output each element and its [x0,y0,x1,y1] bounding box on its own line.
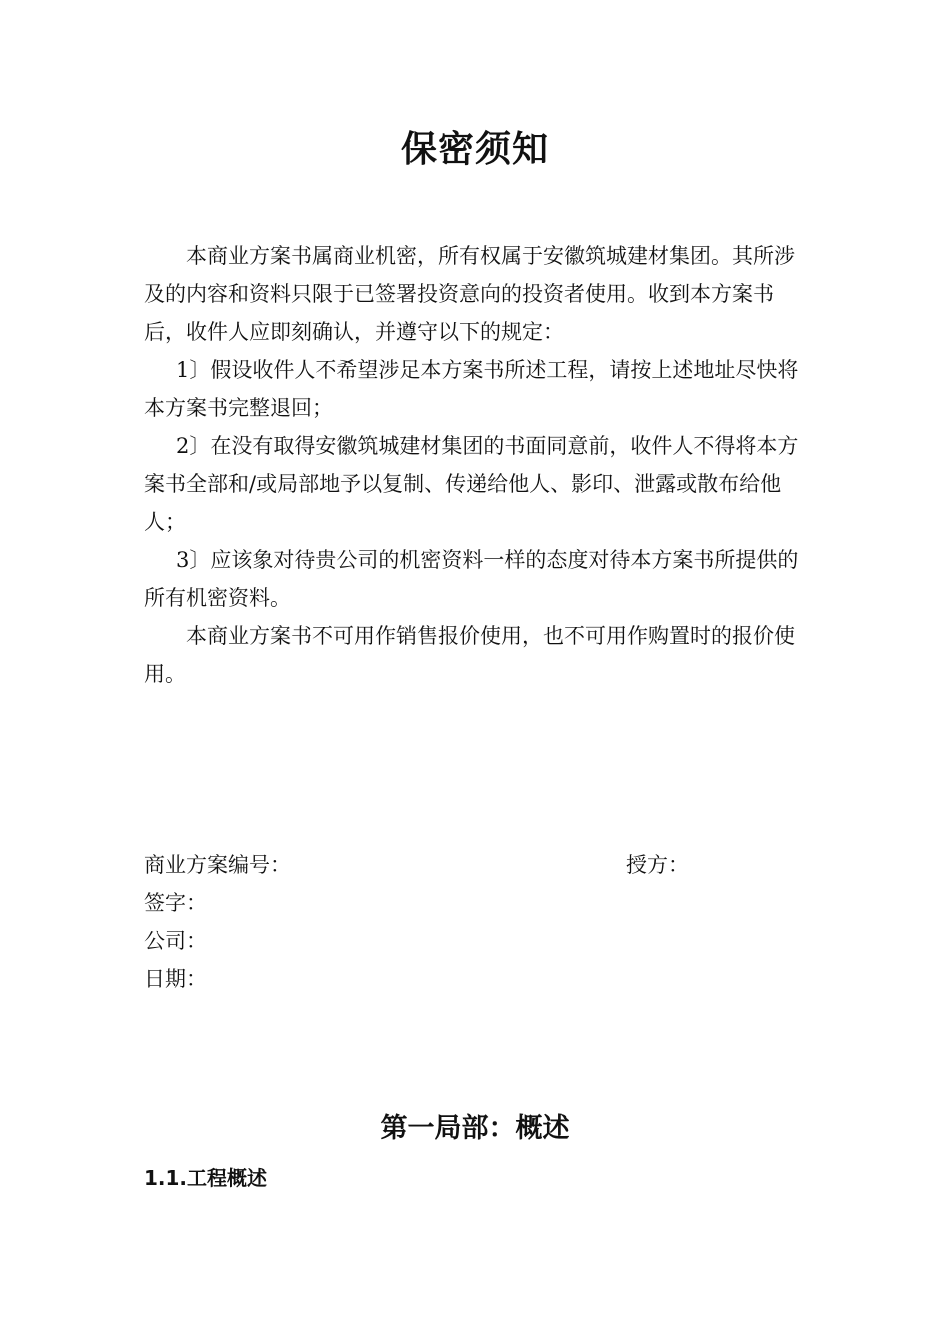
part-heading: 第一局部：概述 [380,1113,570,1144]
signature-row-plan-number [144,846,812,884]
rule-3-paragraph: 3〕应该象对待贵公司的机密资料一样的态度对待本方案书所提供的所有机密资料。 [144,548,799,610]
document-title: 保密须知 [400,129,549,170]
signature-block [144,846,812,998]
signature-row-date [144,960,812,998]
rule-2-paragraph: 2〕在没有取得安徽筑城建材集团的书面同意前，收件人不得将本方案书全部和/或局部地予以复制、传递给他人、影印、泄露或散布给他人； [144,434,799,534]
signature-row-sign [144,884,812,922]
rule-1-paragraph: 1〕假设收件人不希望涉足本方案书所述工程，请按上述地址尽快将本方案书完整退回； [144,358,799,420]
plan-number-label: 商业方案编号： [144,853,291,877]
confidentiality-notice-body [144,237,812,693]
company-label: 公司： [144,929,207,953]
grantee-label: 授方： [626,853,689,877]
date-label: 日期： [144,967,207,991]
sign-label: 签字： [144,891,207,915]
usage-restriction-paragraph: 本商业方案书不可用作销售报价使用，也不可用作购置时的报价使用。 [144,624,795,686]
intro-paragraph: 本商业方案书属商业机密，所有权属于安徽筑城建材集团。其所涉及的内容和资料只限于已签署投资意向的投资者使用。收到本方案书后，收件人应即刻确认，并遵守以下的规定： [144,244,795,344]
section-heading: 1.1.工程概述 [144,1166,268,1190]
signature-row-company [144,922,812,960]
